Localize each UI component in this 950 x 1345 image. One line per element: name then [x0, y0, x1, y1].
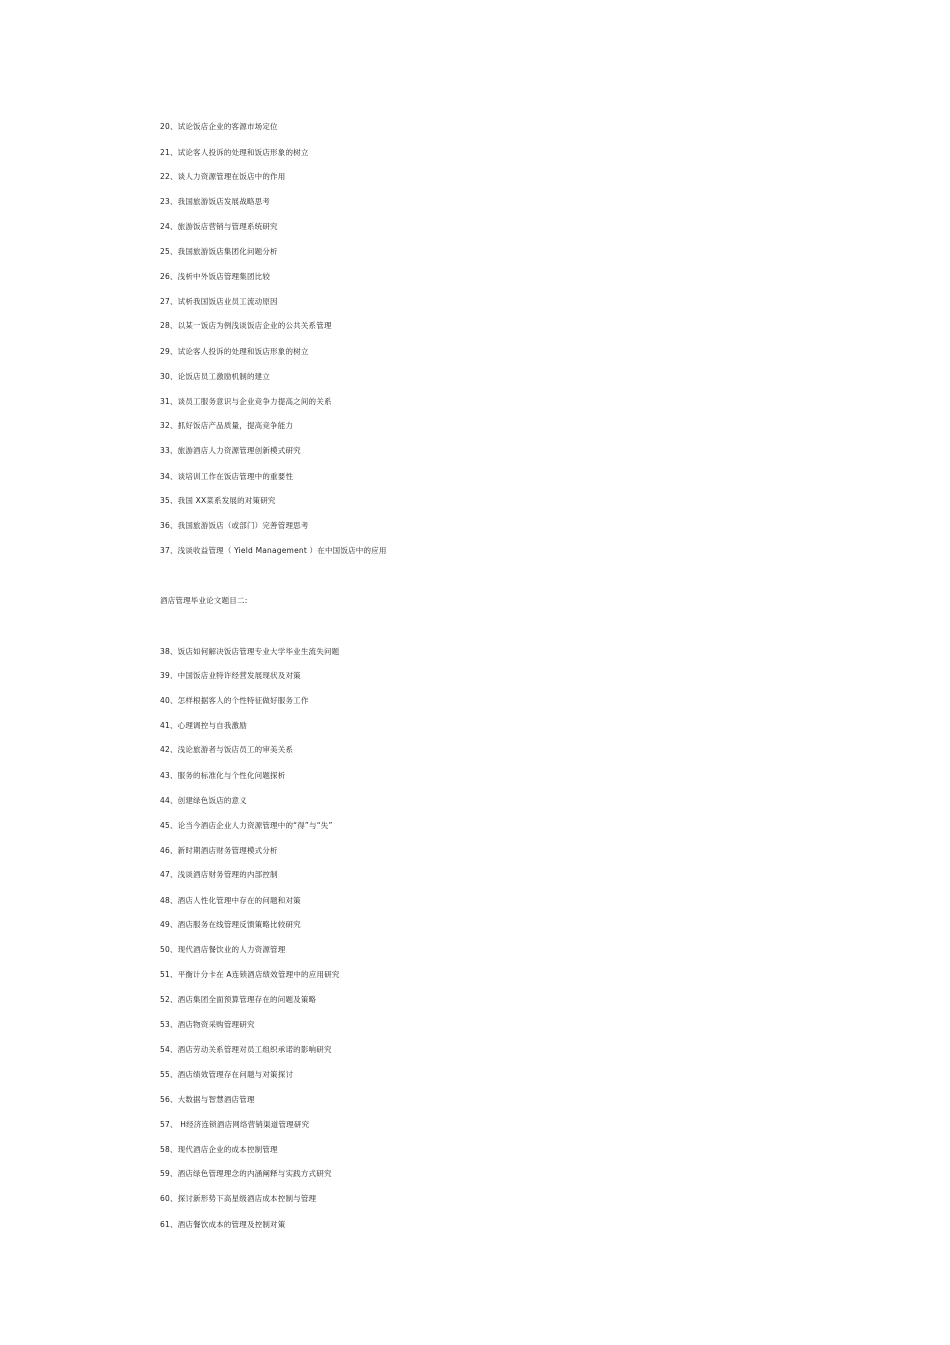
list-item: 23、我国旅游饭店发展战略思考: [160, 197, 271, 206]
list-item: 40、怎样根据客人的个性特征做好服务工作: [160, 696, 309, 705]
list-item: 46、新时期酒店财务管理模式分析: [160, 846, 278, 855]
list-item: 39、中国饭店业特许经营发展现状及对策: [160, 671, 301, 680]
list-item: 37、浅谈收益管理（ Yield Management ）在中国饭店中的应用: [160, 546, 387, 555]
list-item: 35、我国 XX菜系发展的对策研究: [160, 496, 276, 505]
list-item: 24、旅游饭店营销与管理系统研究: [160, 222, 278, 231]
list-item: 20、试论饭店企业的客源市场定位: [160, 122, 278, 131]
list-item: 32、抓好饭店产品质量，提高竞争能力: [160, 421, 294, 430]
list-item: 56、大数据与智慧酒店管理: [160, 1095, 255, 1104]
list-item: 42、浅论旅游者与饭店员工的审美关系: [160, 745, 294, 754]
list-item: 38、饭店如何解决饭店管理专业大学毕业生流失问题: [160, 647, 340, 656]
list-item: 53、酒店物资采购管理研究: [160, 1020, 255, 1029]
list-item: 51、平衡计分卡在 A连锁酒店绩效管理中的应用研究: [160, 970, 340, 979]
list-item: 47、浅谈酒店财务管理的内部控制: [160, 870, 278, 879]
list-item: 30、论饭店员工激励机制的建立: [160, 372, 271, 381]
section-heading: 酒店管理毕业论文题目二:: [160, 596, 248, 605]
list-item: 48、酒店人性化管理中存在的问题和对策: [160, 896, 301, 905]
list-item: 34、谈培训工作在饭店管理中的重要性: [160, 472, 294, 481]
list-item: 43、服务的标准化与个性化问题探析: [160, 771, 286, 780]
list-item: 55、酒店绩效管理存在问题与对策探讨: [160, 1070, 294, 1079]
list-item: 49、酒店服务在线管理反馈策略比较研究: [160, 920, 301, 929]
list-item: 36、我国旅游饭店（或部门）完善管理思考: [160, 521, 309, 530]
list-item: 61、酒店餐饮成本的管理及控制对策: [160, 1220, 286, 1229]
list-item: 59、酒店绿色管理理念的内涵阐释与实践方式研究: [160, 1169, 332, 1178]
list-item: 41、心理调控与自我激励: [160, 721, 247, 730]
list-item: 60、探讨新形势下高星级酒店成本控制与管理: [160, 1194, 317, 1203]
list-item: 45、论当今酒店企业人力资源管理中的“得”与“失”: [160, 821, 333, 830]
list-item: 57、 H经济连锁酒店网络营销渠道管理研究: [160, 1120, 310, 1129]
list-item: 21、试论客人投诉的处理和饭店形象的树立: [160, 148, 309, 157]
list-item: 52、酒店集团全面预算管理存在的问题及策略: [160, 995, 317, 1004]
list-item: 50、现代酒店餐饮业的人力资源管理: [160, 945, 286, 954]
list-item: 54、酒店劳动关系管理对员工组织承诺的影响研究: [160, 1045, 332, 1054]
list-item: 44、创建绿色饭店的意义: [160, 796, 247, 805]
list-item: 29、试论客人投诉的处理和饭店形象的树立: [160, 347, 309, 356]
list-item: 25、我国旅游饭店集团化问题分析: [160, 247, 278, 256]
list-item: 28、以某一饭店为例浅谈饭店企业的公共关系管理: [160, 321, 332, 330]
list-item: 33、旅游酒店人力资源管理创新模式研究: [160, 446, 301, 455]
list-item: 27、试析我国饭店业员工流动原因: [160, 297, 278, 306]
list-item: 26、浅析中外饭店管理集团比较: [160, 272, 271, 281]
list-item: 22、谈人力资源管理在饭店中的作用: [160, 172, 286, 181]
list-item: 58、现代酒店企业的成本控制管理: [160, 1145, 278, 1154]
list-item: 31、谈员工服务意识与企业竞争力提高之间的关系: [160, 397, 332, 406]
